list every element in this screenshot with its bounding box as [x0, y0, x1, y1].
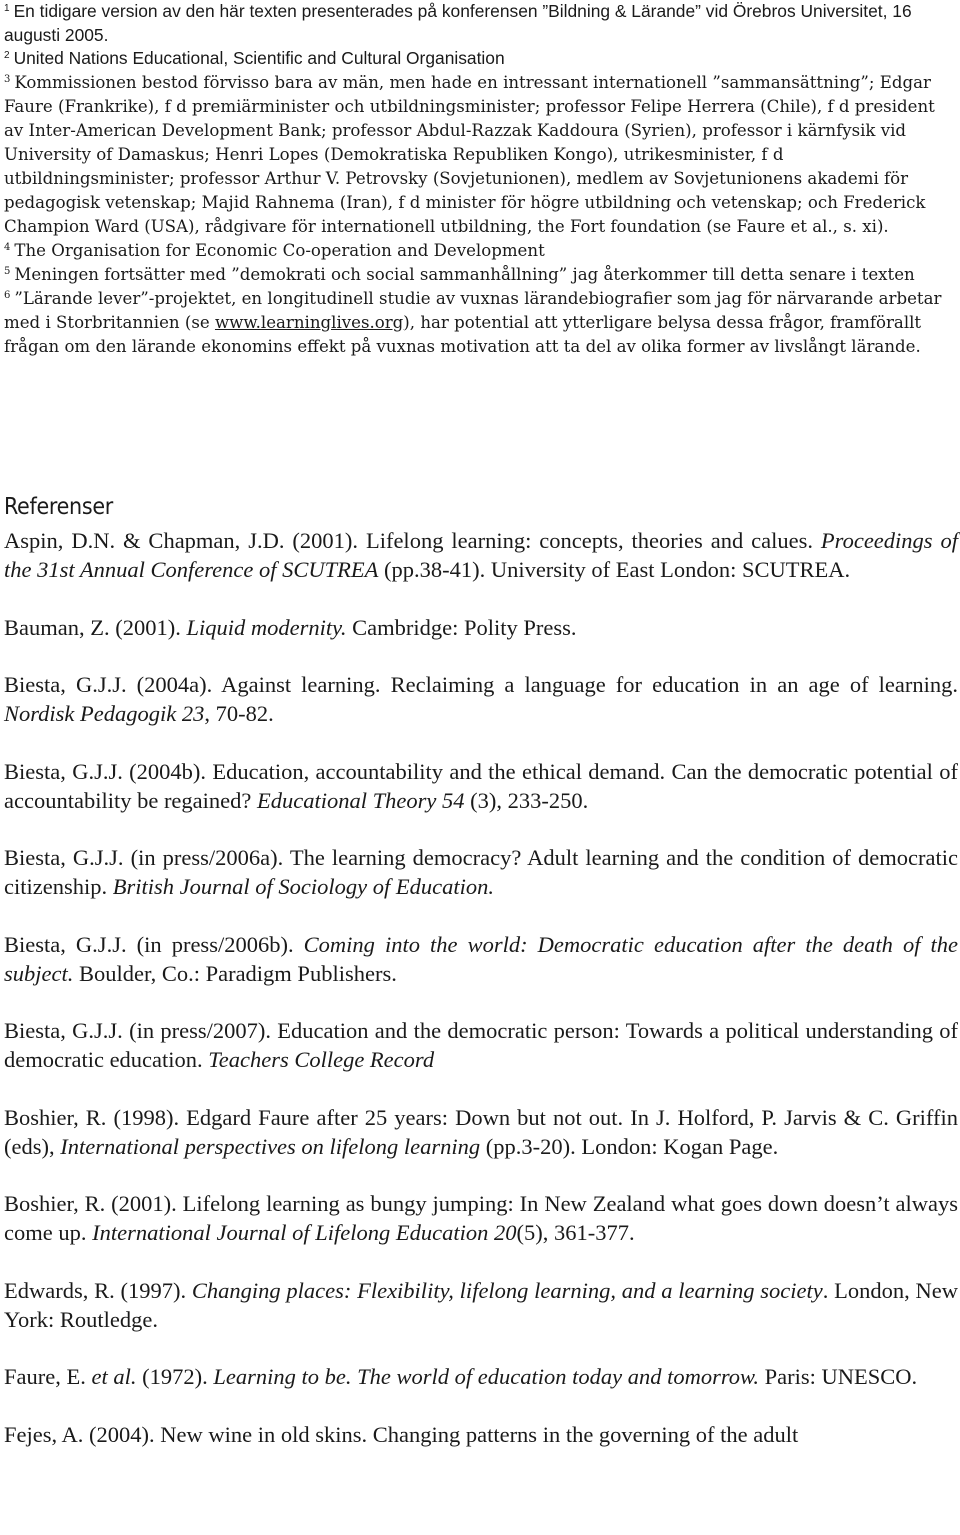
- footnote-number: 6: [4, 289, 11, 301]
- footnote-text: United Nations Educational, Scientific and Cultural Organisation: [13, 48, 505, 68]
- references-list: [4, 526, 958, 1477]
- footnote-6: [4, 287, 958, 359]
- footnote-number: 3: [4, 73, 11, 85]
- learninglives-link[interactable]: www.learninglives.org: [214, 312, 404, 332]
- footnote-1: [4, 0, 958, 47]
- footnote-text: ), har potential att ytterligare belysa dessa frågor, framförallt frågan om den lärande ekonomins effekt på vuxnas motivation att ta del av olika former av livslångt lärande.: [4, 312, 922, 356]
- reference-entry: Boshier, R. (2001). Lifelong learning as bungy jumping: In New Zealand what goes down doesn’t always come up. International Journal of Lifelong Education 20(5), 361-377.: [4, 1191, 958, 1245]
- footnote-number: 1: [4, 3, 10, 14]
- footnote-5: [4, 263, 958, 287]
- references-heading: Referenser: [4, 494, 113, 520]
- footnote-text: ”Lärande lever”-projektet, en longitudinell studie av vuxnas lärandebiografier som jag för närvarande arbetar med i Storbritannien (se: [4, 288, 942, 332]
- footnote-text: Kommissionen bestod förvisso bara av män, men hade en intressant internationell ”sammansättning”; Edgar Faure (Frankrike), f d premiärminister och utbildningsminister; professor Felipe Herrera (Chile), f d president av Inter-American Development Bank; professor Abdul-Razzak Kaddoura (Syrien), professor i kärnfysik vid University of Damaskus; Henri Lopes (Demokratiska Republiken Kongo), utrikesminister, f d utbildningsminister; professor Arthur V. Petrovsky (Sovjetunionen), medlem av Sovjetunionens akademi för pedagogisk vetenskap; Majid Rahnema (Iran), f d minister för högre utbildning och vetenskap; och Frederick Champion Ward (USA), rådgivare för internationell utbildning, the Fort foundation (se Faure et al., s. xi).: [4, 72, 935, 236]
- footnote-number: 5: [4, 265, 11, 277]
- reference-entry: Faure, E. et al. (1972). Learning to be. The world of education today and tomorrow. Paris: UNESCO.: [4, 1364, 918, 1389]
- reference-entry: Biesta, G.J.J. (2004a). Against learning. Reclaiming a language for education in an age of learning. Nordisk Pedagogik 23, 70-82.: [4, 672, 958, 726]
- reference-entry: Bauman, Z. (2001). Liquid modernity. Cambridge: Polity Press.: [4, 614, 577, 640]
- document-page: [4, 0, 958, 1447]
- reference-entry: Edwards, R. (1997). Changing places: Flexibility, lifelong learning, and a learning society. London, New York: Routledge.: [4, 1277, 958, 1332]
- footnote-2: [4, 47, 958, 71]
- reference-entry: Biesta, G.J.J. (in press/2006a). The learning democracy? Adult learning and the condition of democratic citizenship. British Journal of Sociology of Education.: [4, 845, 958, 899]
- reference-entry: Boshier, R. (1998). Edgard Faure after 25 years: Down but not out. In J. Holford, P. Jarvis & C. Griffin (eds), International perspectives on lifelong learning (pp.3-20). London: Kogan Page.: [4, 1104, 958, 1159]
- footnote-number: 2: [4, 50, 10, 61]
- reference-entry: Biesta, G.J.J. (in press/2006b). Coming into the world: Democratic education after the death of the subject. Boulder, Co.: Paradigm Publishers.: [4, 931, 958, 986]
- footnote-text: The Organisation for Economic Co-operation and Development: [14, 240, 545, 260]
- footnote-3: [4, 71, 958, 239]
- reference-entry: Fejes, A. (2004). New wine in old skins. Changing patterns in the governing of the adult: [4, 1421, 799, 1447]
- reference-entry: Aspin, D.N. & Chapman, J.D. (2001). Lifelong learning: concepts, theories and calues. Proceedings of the 31st Annual Conference of SCUTREA (pp.38-41). University of East London: SCUTREA.: [4, 528, 958, 582]
- reference-entry: Biesta, G.J.J. (2004b). Education, accountability and the ethical demand. Can the democratic potential of accountability be regained? Educational Theory 54 (3), 233-250.: [4, 758, 958, 813]
- footnote-text: Meningen fortsätter med ”demokrati och social sammanhållning” jag återkommer till detta senare i texten: [14, 264, 915, 284]
- footnote-text: En tidigare version av den här texten presenterades på konferensen ”Bildning & Lärande” vid Örebros Universitet, 16 augusti 2005.: [4, 1, 912, 45]
- footnote-4: [4, 239, 958, 263]
- reference-entry: Biesta, G.J.J. (in press/2007). Education and the democratic person: Towards a political understanding of democratic education. Teachers College Record: [4, 1018, 958, 1072]
- footnote-number: 4: [4, 241, 11, 253]
- footnotes-section: [4, 0, 958, 359]
